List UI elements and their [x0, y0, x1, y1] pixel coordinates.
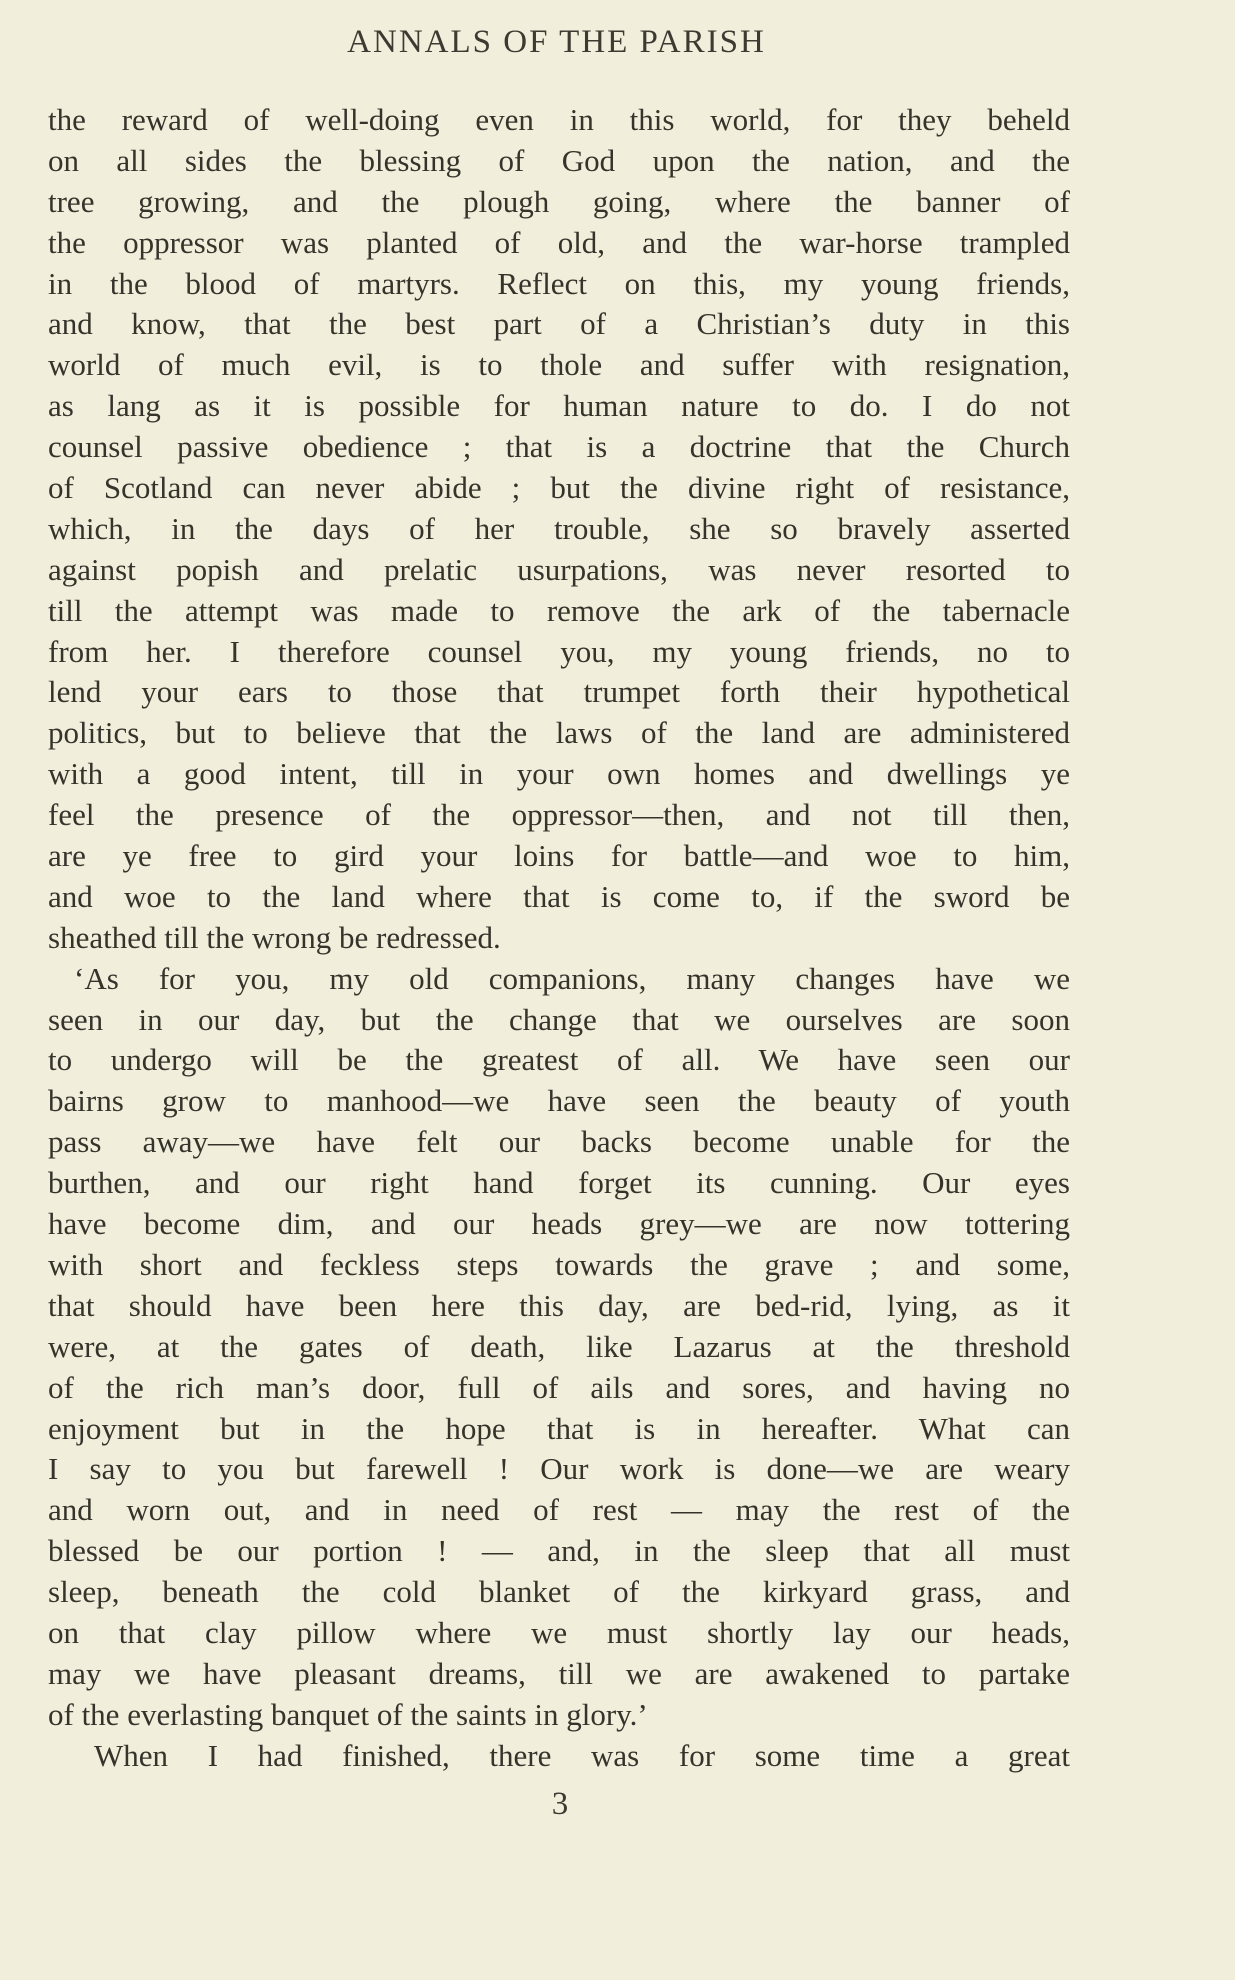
text-line: in the blood of martyrs. Reflect on this, my young friends, [48, 265, 1070, 301]
text-line: the oppressor was planted of old, and the war-horse trampled [48, 224, 1070, 260]
text-line: I say to you but farewell ! Our work is done—we are weary [48, 1451, 1070, 1487]
text-line: were, at the gates of death, like Lazarus at the threshold [48, 1328, 1070, 1364]
text-line: sleep, beneath the cold blanket of the kirkyard grass, and [48, 1574, 1070, 1610]
text-line: seen in our day, but the change that we ourselves are soon [48, 1001, 1070, 1037]
text-line: against popish and prelatic usurpations, was never resorted to [48, 551, 1070, 587]
text-line: which, in the days of her trouble, she so bravely asserted [48, 510, 1070, 546]
text-line: of the everlasting banquet of the saints in glory.’ [48, 1696, 648, 1732]
text-line: sheathed till the wrong be redressed. [48, 919, 501, 955]
text-line: with a good intent, till in your own homes and dwellings ye [48, 756, 1070, 792]
text-line: tree growing, and the plough going, where the banner of [48, 183, 1070, 219]
text-line: lend your ears to those that trumpet forth their hypothetical [48, 674, 1070, 710]
text-line: burthen, and our right hand forget its cunning. Our eyes [48, 1165, 1070, 1201]
text-line: on all sides the blessing of God upon the nation, and the [48, 142, 1070, 178]
text-line: When I had finished, there was for some time a great [94, 1737, 1070, 1773]
text-line: and woe to the land where that is come to, if the sword be [48, 878, 1070, 914]
text-line: feel the presence of the oppressor—then, and not till then, [48, 797, 1070, 833]
text-line: of Scotland can never abide ; but the divine right of resistance, [48, 470, 1070, 506]
text-line: may we have pleasant dreams, till we are awakened to partake [48, 1655, 1070, 1691]
text-line: as lang as it is possible for human nature to do. I do not [48, 388, 1070, 424]
text-line: ‘As for you, my old companions, many changes have we [74, 960, 1070, 996]
text-line: of the rich man’s door, full of ails and sores, and having no [48, 1369, 1070, 1405]
text-line: bairns grow to manhood—we have seen the beauty of youth [48, 1083, 1070, 1119]
text-line: from her. I therefore counsel you, my young friends, no to [48, 633, 1070, 669]
text-line: politics, but to believe that the laws of the land are administered [48, 715, 1070, 751]
text-line: and worn out, and in need of rest — may the rest of the [48, 1492, 1070, 1528]
text-line: that should have been here this day, are bed-rid, lying, as it [48, 1287, 1070, 1323]
text-line: with short and feckless steps towards the grave ; and some, [48, 1246, 1070, 1282]
text-line: on that clay pillow where we must shortly lay our heads, [48, 1614, 1070, 1650]
text-line: pass away—we have felt our backs become unable for the [48, 1124, 1070, 1160]
text-line: to undergo will be the greatest of all. We have seen our [48, 1042, 1070, 1078]
text-line: counsel passive obedience ; that is a doctrine that the Church [48, 429, 1070, 465]
text-line: world of much evil, is to thole and suffer with resignation, [48, 347, 1070, 383]
text-line: blessed be our portion ! — and, in the sleep that all must [48, 1533, 1070, 1569]
text-line: till the attempt was made to remove the ark of the tabernacle [48, 592, 1070, 628]
page-number: 3 [551, 1786, 569, 1822]
running-head: ANNALS OF THE PARISH [347, 24, 766, 60]
text-line: are ye free to gird your loins for battle—and woe to him, [48, 838, 1070, 874]
text-line: the reward of well-doing even in this world, for they beheld [48, 102, 1070, 137]
text-line: enjoyment but in the hope that is in hereafter. What can [48, 1410, 1070, 1446]
text-line: have become dim, and our heads grey—we are now tottering [48, 1206, 1070, 1242]
body-text [48, 100, 1070, 1777]
text-line: and know, that the best part of a Christian’s duty in this [48, 306, 1070, 342]
